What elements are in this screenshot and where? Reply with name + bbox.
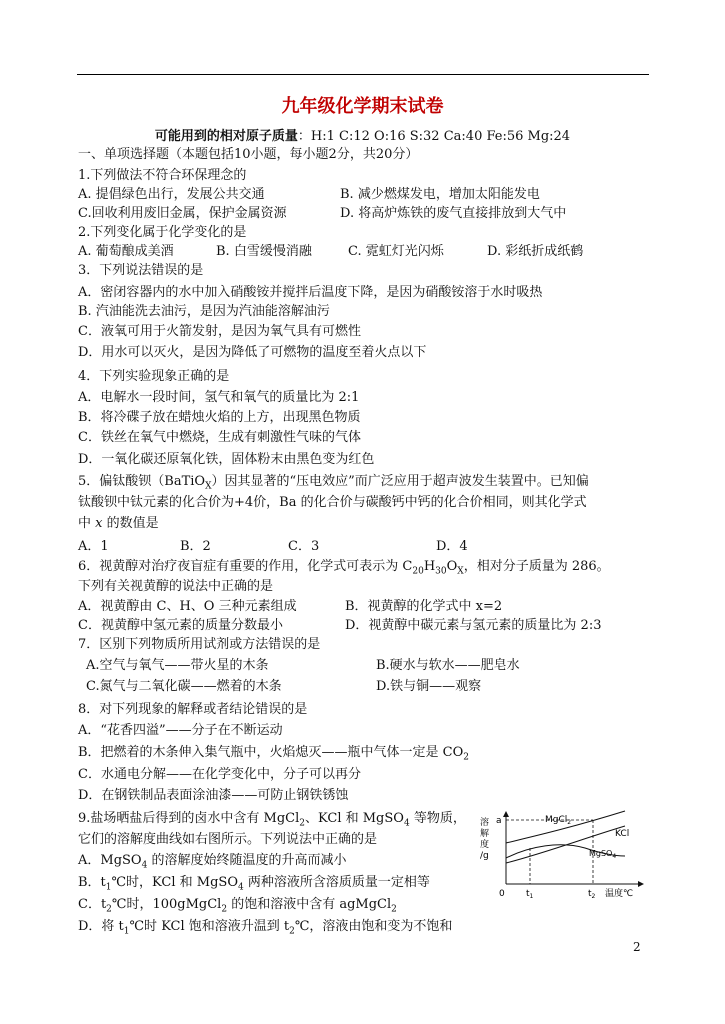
question-9-a-1: A．MgSO bbox=[78, 853, 142, 868]
question-6-line-1-end: ，相对分子质量为 286。 bbox=[463, 559, 610, 574]
question-9-b-sub-2: 4 bbox=[238, 882, 244, 893]
question-9-d-sub-1: 1 bbox=[123, 926, 130, 937]
page-title: 九年级化学期末试卷 bbox=[281, 96, 444, 117]
question-7-option-b: B.硬水与软水——肥皂水 bbox=[376, 658, 520, 673]
question-1-stem: 1.下列做法不符合环保理念的 bbox=[78, 168, 247, 183]
question-9-sub-2: 4 bbox=[403, 818, 410, 829]
y-label-3: 度 bbox=[480, 840, 490, 850]
question-7-stem: 7．区别下列物质所用试剂或方法错误的是 bbox=[78, 637, 321, 652]
question-9-option-a bbox=[78, 852, 346, 870]
question-2-option-d: D. 彩纸折成纸鹤 bbox=[487, 244, 584, 259]
question-6-sub-30: 30 bbox=[435, 566, 447, 577]
question-9-line-2: 它们的溶解度曲线如右图所示。下列说法中正确的是 bbox=[78, 832, 378, 847]
question-8-option-a: A．“花香四溢”——分子在不断运动 bbox=[78, 723, 283, 738]
question-3-option-a: A．密闭容器内的水中加入硝酸铵并搅拌后温度下降，是因为硝酸铵溶于水时吸热 bbox=[78, 285, 543, 300]
question-6-o: O bbox=[446, 559, 458, 574]
question-5-option-b: B．2 bbox=[180, 539, 211, 554]
question-9-c-sub-2: 2 bbox=[221, 904, 228, 915]
solubility-graph bbox=[475, 808, 650, 900]
question-9-d-3: ℃时 KCl 饱和溶液升温到 t bbox=[129, 919, 290, 934]
t2-label: $t_2$ bbox=[588, 889, 596, 900]
question-5-line-1 bbox=[78, 473, 589, 491]
question-7-option-d: D.铁与铜——观察 bbox=[376, 679, 482, 694]
question-2-option-a: A. 葡萄酿成美酒 bbox=[78, 244, 174, 259]
question-5-line-1-start: 5．偏钛酸钡（BaTiO bbox=[78, 474, 206, 489]
question-2-option-c: C. 霓虹灯光闪烁 bbox=[348, 244, 444, 259]
question-7-option-c: C.氮气与二氧化碳——燃着的木条 bbox=[86, 679, 282, 694]
question-2-stem: 2.下列变化属于化学变化的是 bbox=[78, 225, 247, 240]
question-9-b-5: 两种溶液所含溶质质量一定相等 bbox=[243, 875, 430, 890]
question-9-c-sub-3: 2 bbox=[391, 904, 397, 915]
question-8-option-c: C．水通电分解——在化学变化中，分子可以再分 bbox=[78, 767, 361, 782]
question-5-line-3 bbox=[78, 515, 159, 533]
question-3-option-b: B. 汽油能洗去油污，是因为汽油能溶解油污 bbox=[78, 304, 330, 319]
question-9-b-3: ℃时，KCl 和 MgSO bbox=[111, 875, 238, 890]
question-9-d-5: ℃，溶液由饱和变为不饱和 bbox=[294, 919, 453, 934]
mgso4-label: MgSO$_4$ bbox=[589, 849, 617, 860]
y-label-2: 解 bbox=[480, 829, 490, 839]
question-9-line-1-a: 9.盐场晒盐后得到的卤水中含有 MgCl bbox=[78, 811, 300, 826]
atomic-masses-label: 可能用到的相对原子质量 bbox=[154, 129, 298, 144]
question-6-option-b: B．视黄醇的化学式中 x=2 bbox=[345, 599, 503, 614]
section-heading: 一、单项选择题（本题包括10小题，每小题2分，共20分） bbox=[78, 147, 419, 162]
question-9-a-sub: 4 bbox=[141, 860, 148, 871]
x-axis-label: 温度℃ bbox=[605, 889, 634, 899]
question-5-line-3-start: 中 bbox=[78, 516, 96, 531]
page-number: 2 bbox=[633, 940, 641, 954]
question-8-option-b bbox=[78, 744, 469, 762]
question-5-line-3-end: 的数值是 bbox=[102, 516, 159, 531]
question-3-stem: 3．下列说法错误的是 bbox=[78, 263, 204, 278]
question-5-line-2: 钛酸钡中钛元素的化合价为+4价，Ba 的化合价与碳酸钙中钙的化合价相同，则其化学式 bbox=[78, 495, 587, 510]
question-9-c-sub-1: 2 bbox=[106, 904, 112, 915]
question-8-option-d: D．在钢铁制品表面涂油漆——可防止钢铁锈蚀 bbox=[78, 788, 349, 803]
question-6-option-d: D．视黄醇中碳元素与氢元素的质量比为 2:3 bbox=[345, 618, 602, 633]
y-label-4: /g bbox=[480, 851, 489, 861]
question-9-line-1-c: 等物质， bbox=[409, 811, 466, 826]
atomic-masses-values: ：H:1 C:12 O:16 S:32 Ca:40 Fe:56 Mg:24 bbox=[297, 129, 571, 144]
t1-label: $t_1$ bbox=[526, 889, 534, 900]
question-9-c-5: 的饱和溶液中含有 agMgCl bbox=[227, 897, 392, 912]
y-label-1: 溶 bbox=[480, 818, 490, 828]
question-9-line-1-b: 、KCl 和 MgSO bbox=[305, 811, 404, 826]
question-1-option-c: C.回收利用废旧金属，保护金属资源 bbox=[78, 206, 287, 221]
origin-label: 0 bbox=[499, 889, 505, 899]
question-6-option-a: A．视黄醇由 C、H、O 三种元素组成 bbox=[78, 599, 297, 614]
question-5-subscript-x: X bbox=[205, 481, 212, 492]
question-9-a-3: 的溶解度始终随温度的升高而减小 bbox=[147, 853, 347, 868]
y-value-a: a bbox=[496, 816, 502, 826]
question-9-d-1: D．将 t bbox=[78, 919, 124, 934]
question-8-option-b-sub: 2 bbox=[463, 752, 470, 763]
question-1-option-b: B. 减少燃煤发电，增加太阳能发电 bbox=[340, 187, 540, 202]
question-6-line-1-start: 6．视黄醇对治疗夜盲症有重要的作用，化学式可表示为 C bbox=[78, 559, 413, 574]
question-4-option-d: D．一氧化碳还原氧化铁，固体粉末由黑色变为红色 bbox=[78, 452, 375, 467]
question-8-option-b-text: B．把燃着的木条伸入集气瓶中，火焰熄灭——瓶中气体一定是 CO bbox=[78, 745, 464, 760]
question-9-option-d bbox=[78, 918, 452, 936]
question-6-sub-x: X bbox=[457, 566, 464, 577]
question-9-option-b bbox=[78, 874, 430, 892]
question-6-option-c: C．视黄醇中氢元素的质量分数最小 bbox=[78, 618, 283, 633]
question-7-option-a: A.空气与氧气——带火星的木条 bbox=[86, 658, 269, 673]
question-9-b-1: B．t bbox=[78, 875, 106, 890]
atomic-masses bbox=[0, 125, 725, 144]
question-2-option-b: B. 白雪缓慢消融 bbox=[216, 244, 312, 259]
header-rule bbox=[77, 74, 649, 75]
question-9-sub-1: 2 bbox=[299, 818, 306, 829]
kcl-label: KCl bbox=[615, 829, 630, 839]
question-3-option-c: C．液氧可用于火箭发射，是因为氧气具有可燃性 bbox=[78, 324, 361, 339]
question-5-option-d: D．4 bbox=[436, 539, 468, 554]
question-1-option-d: D. 将高炉炼铁的废气直接排放到大气中 bbox=[340, 206, 567, 221]
question-9-b-sub-1: 1 bbox=[105, 882, 112, 893]
question-4-option-c: C．铁丝在氧气中燃烧，生成有刺激性气味的气体 bbox=[78, 430, 361, 445]
question-5-option-a: A．1 bbox=[78, 539, 109, 554]
question-6-sub-20: 20 bbox=[412, 566, 424, 577]
question-5-line-1-end: ）因其显著的“压电效应”而广泛应用于超声波发生装置中。已知偏 bbox=[211, 474, 589, 489]
question-6-line-2: 下列有关视黄醇的说法中正确的是 bbox=[78, 579, 274, 594]
question-9-d-sub-2: 2 bbox=[289, 926, 295, 937]
question-6-line-1 bbox=[78, 558, 610, 576]
question-8-stem: 8．对下列现象的解释或者结论错误的是 bbox=[78, 702, 308, 717]
question-5-option-c: C．3 bbox=[288, 539, 320, 554]
question-1-option-a: A. 提倡绿色出行，发展公共交通 bbox=[78, 187, 265, 202]
question-6-h: H bbox=[423, 559, 436, 574]
question-9-c-1: C．t bbox=[78, 897, 107, 912]
question-9-line-1 bbox=[78, 810, 466, 828]
question-4-option-b: B．将冷碟子放在蜡烛火焰的上方，出现黑色物质 bbox=[78, 410, 361, 425]
question-9-option-c bbox=[78, 896, 397, 914]
question-5-variable-x: x bbox=[95, 516, 103, 531]
question-4-stem: 4．下列实验现象正确的是 bbox=[78, 369, 230, 384]
question-3-option-d: D．用水可以灭火，是因为降低了可燃物的温度至着火点以下 bbox=[78, 345, 427, 360]
question-9-c-3: ℃时，100gMgCl bbox=[111, 897, 222, 912]
mgcl2-label: MgCl$_2$ bbox=[545, 815, 572, 826]
question-4-option-a: A．电解水一段时间，氢气和氧气的质量比为 2:1 bbox=[78, 390, 360, 405]
